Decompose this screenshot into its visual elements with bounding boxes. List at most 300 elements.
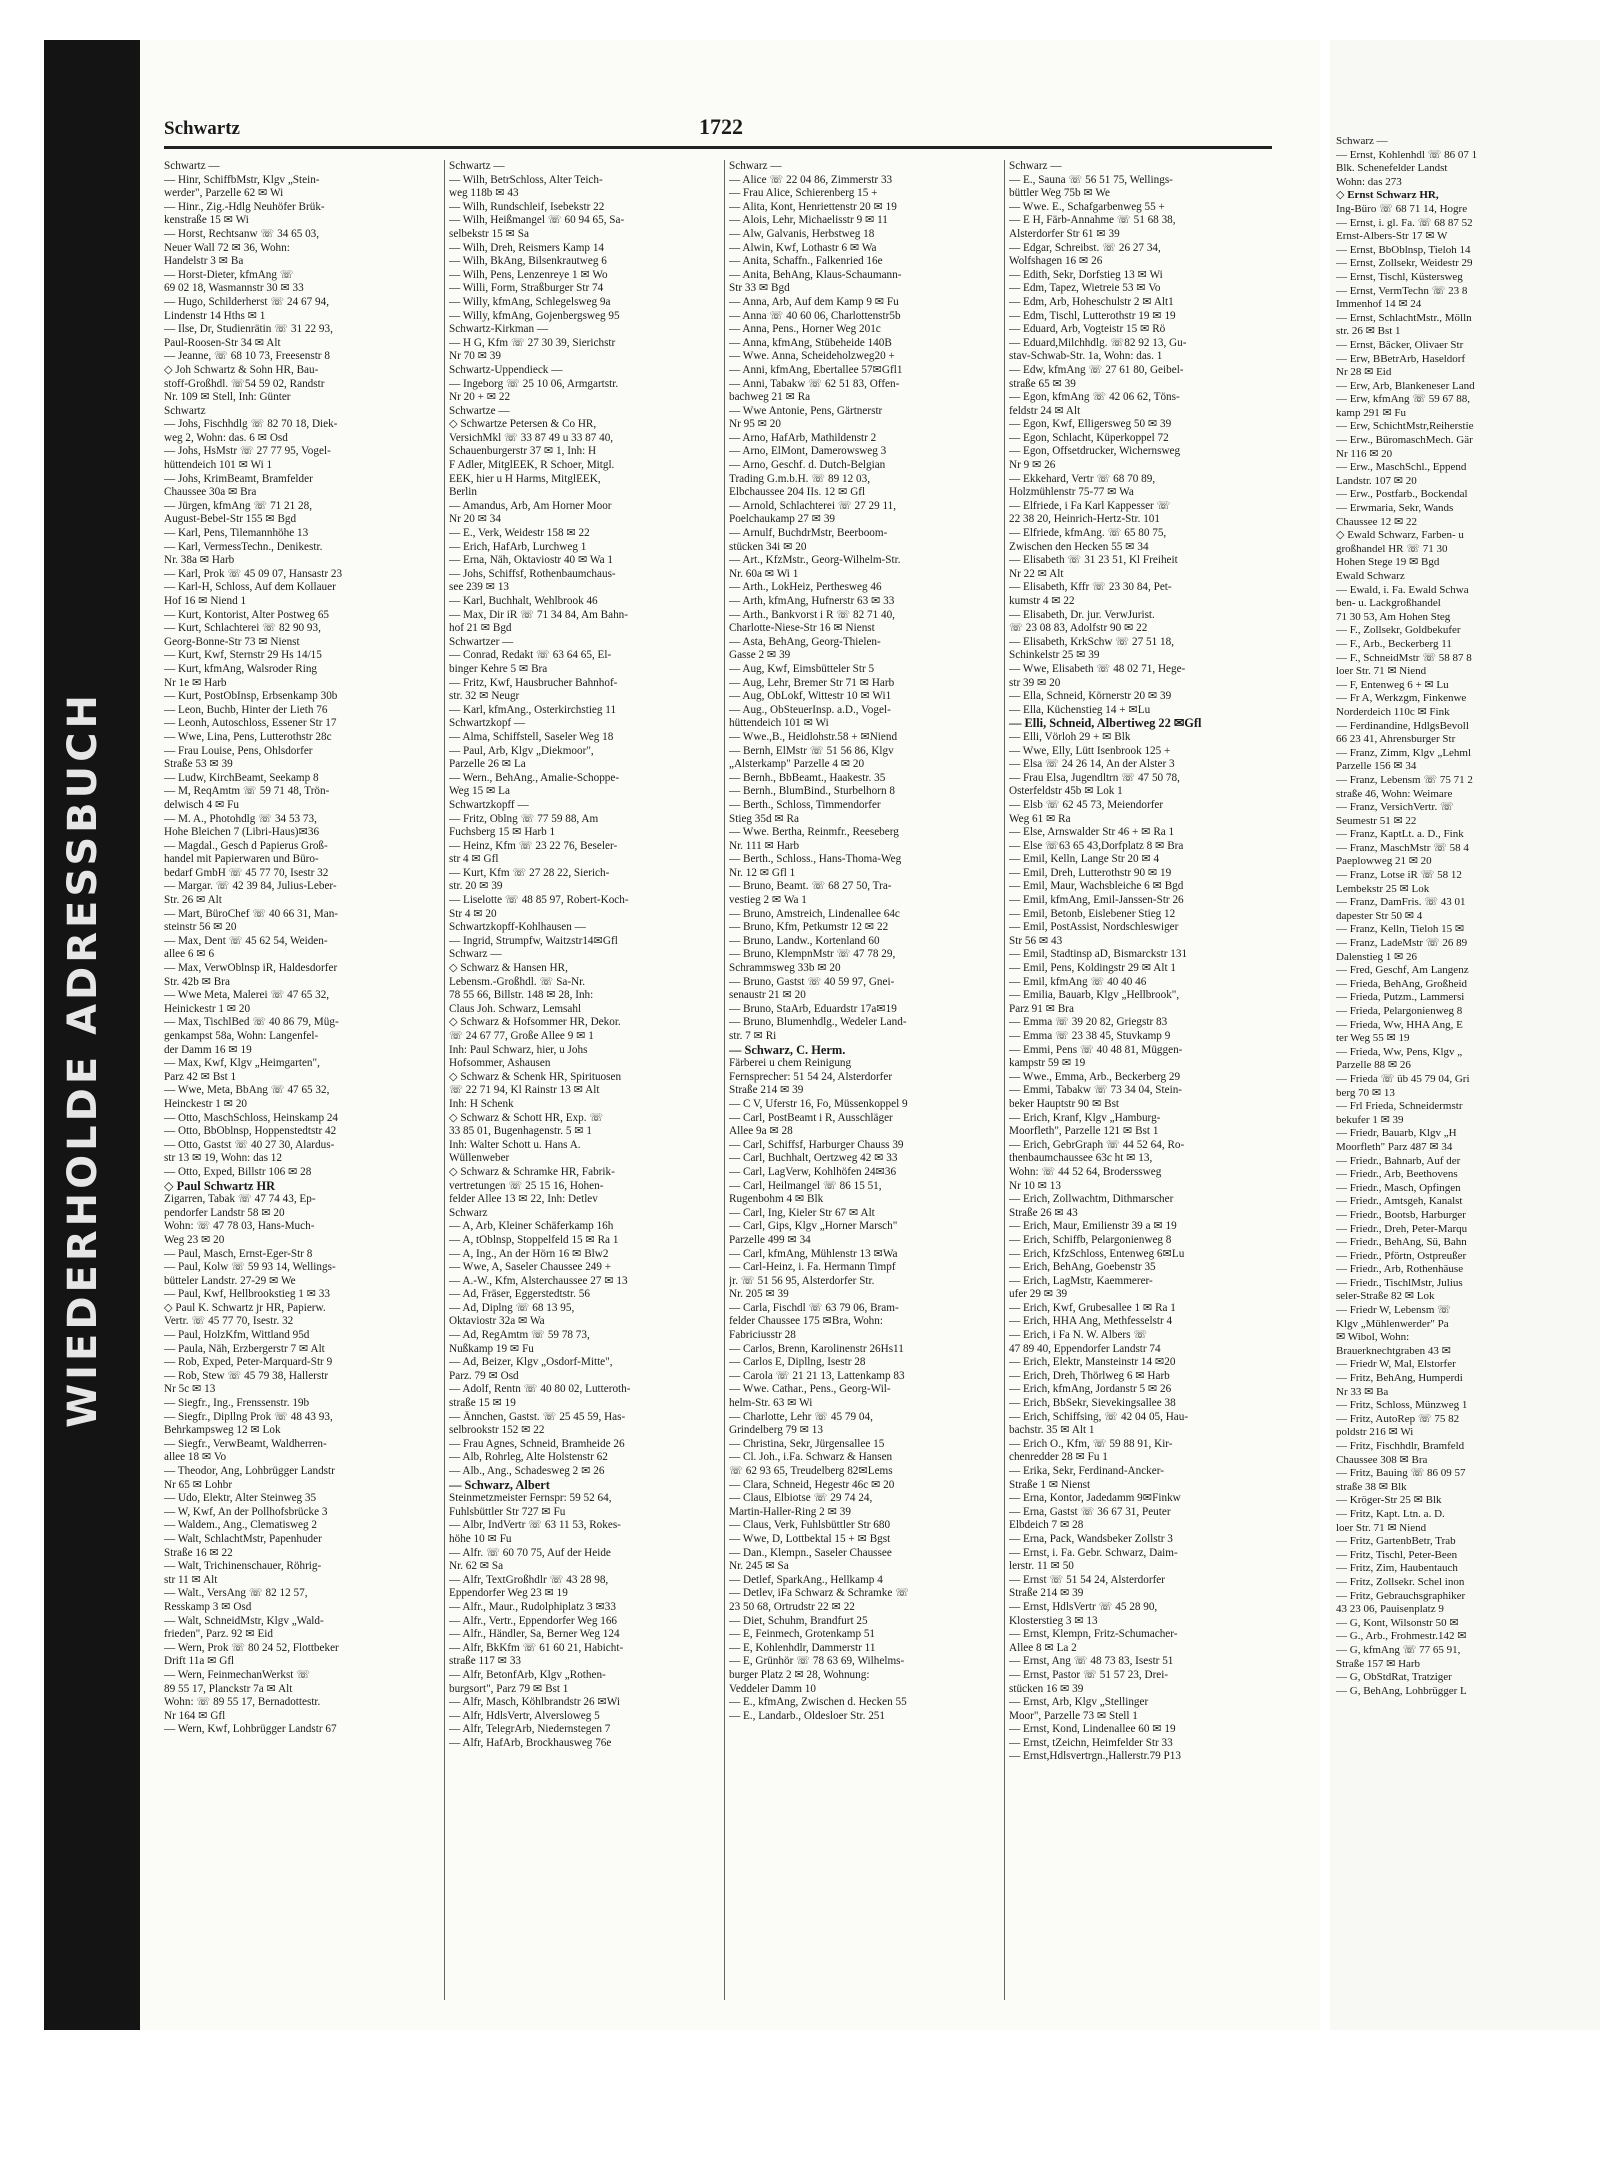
directory-entry: Nr 9 ✉ 26 [1009, 459, 1056, 472]
directory-entry: Dalenstieg 1 ✉ 26 [1336, 950, 1418, 963]
directory-entry: „Alsterkamp" Parzelle 4 ✉ 20 [729, 758, 865, 771]
directory-entry: — Erich, GebrGraph ☏ 44 52 64, Ro- [1009, 1138, 1185, 1151]
directory-entry: — A, Ing., An der Hörn 16 ✉ Blw2 [449, 1247, 609, 1260]
directory-entry: Behrkampsweg 12 ✉ Lok [164, 1424, 281, 1437]
directory-entry: — Karl, Buchhalt, Wehlbrook 46 [449, 595, 598, 607]
directory-entry: Hohen Stege 19 ✉ Bgd [1336, 556, 1440, 569]
directory-entry: — Erich, HHA Ang, Methfesselstr 4 [1009, 1315, 1173, 1328]
directory-entry: — Ernst, i. gl. Fa. ☏ 68 87 52 [1336, 216, 1473, 229]
directory-entry: Chaussee 12 ✉ 22 [1336, 515, 1418, 528]
directory-entry: — Erich, kfmAng, Jordanstr 5 ✉ 26 [1009, 1383, 1172, 1396]
directory-entry: — Cl. Joh., i.Fa. Schwarz & Hansen [729, 1451, 893, 1464]
directory-entry: — Erich, HafArb, Lurchweg 1 [449, 540, 587, 553]
directory-entry: — Kurt, Kfm ☏ 27 28 22, Sierich- [449, 866, 610, 879]
directory-entry: — Margar. ☏ 42 39 84, Julius-Leber- [164, 880, 337, 893]
directory-entry: ◇ Schwartze Petersen & Co HR, [449, 418, 597, 431]
directory-entry: — Friedr., Arb, Beethovens [1336, 1168, 1458, 1181]
directory-entry: — Wilh, Rundschleif, Isebekstr 22 [449, 200, 605, 213]
directory-entry: — Aug, Lehr, Bremer Str 71 ✉ Harb [729, 676, 895, 689]
directory-entry: Heinickestr 1 ✉ 20 [164, 1002, 251, 1015]
directory-entry: Nr 33 ✉ Ba [1336, 1385, 1389, 1398]
directory-entry: Schwarz — [729, 160, 782, 172]
directory-entry: — Emma ☏ 23 38 45, Stuvkamp 9 [1009, 1030, 1171, 1042]
directory-entry: Nr. 12 ✉ Gfl 1 [729, 866, 796, 879]
directory-entry: Weg 15 ✉ La [449, 785, 510, 798]
directory-entry: Elbchaussee 204 IIs. 12 ✉ Gfl [729, 486, 866, 499]
directory-entry: — Walt., VersAng ☏ 82 12 57, [164, 1587, 308, 1600]
directory-entry: dapester Str 50 ✉ 4 [1336, 909, 1423, 922]
facing-page [1330, 40, 1600, 2030]
directory-entry: Elbdeich 7 ✉ 28 [1009, 1519, 1084, 1532]
directory-entry: — Ewald, i. Fa. Ewald Schwa [1336, 583, 1469, 596]
directory-entry: — Erw., Postfarb., Bockendal [1336, 488, 1468, 501]
directory-entry: — Fritz, AutoRep ☏ 75 82 [1336, 1412, 1460, 1425]
directory-entry: — Erich, Zollwachtm, Dithmarscher [1009, 1193, 1174, 1206]
directory-entry: Grindelberg 79 ✉ 13 [729, 1424, 823, 1437]
directory-entry: — Aug, Kwf, Eimsbütteler Str 5 [729, 662, 875, 675]
directory-entry: Parzelle 26 ✉ La [449, 758, 526, 771]
directory-entry: loer Str. 71 ✉ Niend [1336, 1521, 1427, 1534]
directory-entry: — Wwe. Anna, Scheideholzweg20 + [729, 350, 895, 363]
directory-entry: — Anita, BehAng, Klaus-Schaumann- [729, 268, 902, 281]
directory-entry: — Johs, HsMstr ☏ 27 77 95, Vogel- [164, 445, 331, 458]
directory-entry: Straße 214 ✉ 39 [729, 1084, 804, 1097]
directory-entry: — G., Arb., Frohmestr.142 ✉ [1336, 1630, 1467, 1643]
directory-entry: Nr 116 ✉ 20 [1336, 447, 1393, 460]
page-number: 1722 [699, 114, 743, 139]
directory-entry: Trading G.m.b.H. ☏ 89 12 03, [729, 472, 870, 485]
directory-entry: — Elisabeth, Kffr ☏ 23 30 84, Pet- [1009, 581, 1172, 594]
directory-entry: Stieg 35d ✉ Ra [729, 812, 799, 825]
directory-entry: — Theodor, Ang, Lohbrügger Landstr [164, 1465, 335, 1477]
directory-entry: Wohn: ☏ 47 78 03, Hans-Much- [164, 1220, 315, 1233]
directory-entry: — Claus, Elbiotse ☏ 29 74 24, [729, 1492, 873, 1505]
directory-entry: — F., SchneidMstr ☏ 58 87 8 [1336, 651, 1472, 664]
directory-entry: — Friedr., Masch, Opfingen [1336, 1181, 1461, 1194]
directory-entry: F Adler, MitglEEK, R Schoer, Mitgl. [449, 459, 615, 472]
directory-entry: Schwarz — [1009, 160, 1062, 172]
directory-entry: bachweg 21 ✉ Ra [729, 391, 811, 404]
directory-entry: vertretungen ☏ 25 15 16, Hohen- [449, 1179, 604, 1192]
directory-entry: — Horst, Rechtsanw ☏ 34 65 03, [164, 227, 320, 240]
directory-entry: Ing-Büro ☏ 68 71 14, Hogre [1336, 202, 1468, 215]
directory-entry: burgsort", Parz 79 ✉ Bst 1 [449, 1682, 569, 1695]
directory-entry: felder Chaussee 175 ✉Bra, Wohn: [729, 1315, 883, 1328]
directory-entry: — G, kfmAng ☏ 77 65 91, [1336, 1643, 1461, 1656]
directory-entry: Ernst-Albers-Str 17 ✉ W [1336, 230, 1448, 243]
directory-entry: Georg-Bonne-Str 73 ✉ Nienst [164, 635, 300, 648]
directory-entry: — Wwe, Lina, Pens, Lutterothstr 28c [164, 730, 332, 743]
directory-entry: — Frau Elsa, Jugendltrn ☏ 47 50 78, [1009, 771, 1180, 784]
directory-entry: Steinmetzmeister Fernspr: 59 52 64, [449, 1492, 612, 1505]
directory-entry: Nr 5c ✉ 13 [164, 1383, 216, 1396]
directory-entry: Parzelle 156 ✉ 34 [1336, 760, 1417, 773]
directory-entry: Nr 95 ✉ 20 [729, 418, 781, 431]
directory-entry: hof 21 ✉ Bgd [449, 622, 512, 635]
directory-entry: helm-Str. 63 ✉ Wi [729, 1397, 813, 1410]
column-2 [444, 160, 717, 2000]
directory-entry: burger Platz 2 ✉ 28, Wohnung: [729, 1668, 870, 1681]
directory-entry: Nr. 60a ✉ Wi 1 [729, 567, 799, 580]
directory-entry: — Frieda, Ww, Pens, Klgv „ [1336, 1045, 1463, 1058]
directory-entry: — Karl, kfmAng., Osterkirchstieg 11 [449, 703, 617, 716]
directory-entry: Nr 1e ✉ Harb [164, 676, 227, 689]
directory-entry: — Else ☏63 65 43,Dorfplatz 8 ✉ Bra [1009, 839, 1184, 852]
directory-entry: — Ernst, i. Fa. Gebr. Schwarz, Daim- [1009, 1546, 1178, 1559]
directory-entry: — Ingeborg ☏ 25 10 06, Armgartstr. [449, 377, 619, 390]
directory-entry: — Paul, Masch, Ernst-Eger-Str 8 [164, 1247, 313, 1260]
directory-entry: Parzelle 499 ✉ 34 [729, 1233, 811, 1246]
directory-entry: — Kurt, Kontorist, Alter Postweg 65 [164, 608, 330, 621]
directory-entry: — Egon, kfmAng ☏ 42 06 62, Töns- [1009, 391, 1180, 404]
directory-entry: höhe 10 ✉ Fu [449, 1532, 512, 1545]
directory-entry: bekufer 1 ✉ 39 [1336, 1113, 1404, 1126]
directory-entry: — Alb, Rohrleg, Alte Holstenstr 62 [449, 1451, 608, 1464]
directory-entry: Heinckestr 1 ✉ 20 [164, 1097, 248, 1110]
directory-entry: weg 2, Wohn: das. 6 ✉ Osd [164, 431, 288, 444]
directory-entry: Schwartz [164, 404, 206, 417]
directory-entry: — Frieda, Pelargonienweg 8 [1336, 1005, 1463, 1017]
directory-entry: Straße 26 ✉ 43 [1009, 1206, 1078, 1219]
directory-entry: str. 20 ✉ 39 [449, 880, 503, 893]
directory-entry: weg 118b ✉ 43 [449, 187, 519, 200]
directory-entry: — Elisabeth, Dr. jur. VerwJurist. [1009, 608, 1155, 621]
directory-entry: — Wern, Kwf, Lohbrügger Landstr 67 [164, 1723, 337, 1736]
directory-entry: ✉ Wibol, Wohn: [1336, 1331, 1410, 1344]
directory-entry: — Arno, ElMont, Damerowsweg 3 [729, 445, 887, 458]
directory-entry: Nr 22 ✉ Alt [1009, 567, 1064, 580]
directory-entry: — Fritz, Zollsekr. Schel inon [1336, 1575, 1465, 1588]
directory-entry: — Conrad, Redakt ☏ 63 64 65, El- [449, 649, 612, 662]
directory-entry: ◇ Schwarz & Hansen HR, [449, 962, 568, 975]
directory-entry: kamp 291 ✉ Fu [1336, 406, 1407, 419]
directory-entry: — Aug, ObLokf, Wittestr 10 ✉ Wi1 [729, 690, 892, 703]
directory-entry: — Wwe, Elly, Lütt Isenbrook 125 + [1009, 744, 1171, 757]
directory-entry: Chaussee 308 ✉ Bra [1336, 1453, 1428, 1466]
directory-entry: Allee 8 ✉ La 2 [1009, 1641, 1077, 1654]
directory-entry: — F., Arb., Beckerberg 11 [1336, 637, 1452, 650]
directory-entry: — Emil, Betonb, Eislebener Stieg 12 [1009, 907, 1176, 920]
directory-entry: — Elisabeth ☏ 31 23 51, Kl Freiheit [1009, 554, 1178, 567]
directory-entry: Schwartz — [164, 160, 220, 172]
directory-entry: str 4 ✉ Gfl [449, 853, 499, 866]
directory-entry: 47 89 40, Eppendorfer Landstr 74 [1009, 1342, 1161, 1355]
directory-entry: — Bruno, Kfm, Petkumstr 12 ✉ 22 [729, 921, 889, 934]
directory-entry: Ewald Schwarz [1336, 570, 1405, 582]
directory-entry: str. 32 ✉ Neugr [449, 690, 520, 703]
directory-entry: Zigarren, Tabak ☏ 47 74 43, Ep- [164, 1193, 316, 1206]
directory-entry: — Wern, FeinmechanWerkst ☏ [164, 1668, 311, 1681]
directory-entry: Moorfleth" Parz 487 ✉ 34 [1336, 1140, 1453, 1153]
directory-entry: Schwartze — [449, 404, 510, 417]
directory-entry: Berlin [449, 486, 477, 499]
column-4 [1004, 160, 1277, 2000]
directory-entry: — Kurt, Kwf, Sternstr 29 Hs 14/15 [164, 649, 322, 662]
directory-entry: — Carl, Ing, Kieler Str 67 ✉ Alt [729, 1206, 875, 1219]
directory-entry: kampstr 59 ✉ 19 [1009, 1057, 1086, 1070]
directory-entry: — Ludw, KirchBeamt, Seekamp 8 [164, 771, 319, 784]
directory-entry: Seumestr 51 ✉ 22 [1336, 814, 1417, 827]
directory-entry: — Wwe Antonie, Pens, Gärtnerstr [729, 404, 883, 417]
directory-entry: Fuchsberg 15 ✉ Harb 1 [449, 826, 556, 839]
directory-entry: Blk. Schenefelder Landst [1336, 162, 1448, 175]
directory-entry: — Ernst, Zollsekr, Weidestr 29 [1336, 257, 1473, 270]
directory-entry: — Carl, LagVerw, Kohlhöfen 24✉36 [729, 1165, 897, 1178]
directory-entry: — Karl-H, Schloss, Auf dem Kollauer [164, 581, 336, 594]
directory-entry: — Ernst, tZeichn, Heimfelder Str 33 [1009, 1736, 1173, 1749]
directory-entry: — Carl-Heinz, i. Fa. Hermann Timpf [729, 1261, 896, 1274]
directory-entry: Neuer Wall 72 ✉ 36, Wohn: [164, 241, 290, 254]
directory-entry: — Eduard, Arb, Vogteistr 15 ✉ Rö [1009, 323, 1166, 336]
directory-entry: ◇ Schwarz & Hofsommer HR, Dekor. [449, 1016, 621, 1029]
directory-entry: beker Hauptstr 90 ✉ Bst [1009, 1097, 1120, 1110]
directory-entry: Schauenburgerstr 37 ✉ 1, Inh: H [449, 445, 597, 458]
directory-entry: Schwarz [449, 1206, 488, 1219]
directory-entry: — Fritz, Kwf, Hausbrucher Bahnhof- [449, 676, 618, 689]
directory-entry: — Max, VerwOblnsp iR, Haldesdorfer [164, 962, 338, 975]
directory-entry: — Wwe. Bertha, Reinmfr., Reeseberg [729, 826, 899, 839]
directory-entry: — Anna, kfmAng, Stübeheide 140B [729, 336, 892, 349]
directory-entry: — Alita, Kont, Henriettenstr 20 ✉ 19 [729, 200, 897, 213]
directory-entry: — Edgar, Schreibst. ☏ 26 27 34, [1009, 241, 1161, 254]
directory-entry: — Else, Arnswalder Str 46 + ✉ Ra 1 [1009, 826, 1175, 839]
directory-entry: bedarf GmbH ☏ 45 77 70, Isestr 32 [164, 866, 329, 879]
directory-entry: — Edm, Tapez, Wietreie 53 ✉ Vo [1009, 282, 1161, 295]
directory-entry: — Paul, Kolw ☏ 59 93 14, Wellings- [164, 1261, 336, 1274]
directory-entry: — Paul, Kwf, Hellbrookstieg 1 ✉ 33 [164, 1288, 330, 1301]
directory-entry: — F, Entenweg 6 + ✉ Lu [1336, 678, 1449, 691]
directory-entry: — Hinr., Zig.-Hdlg Neuhöfer Brük- [164, 200, 325, 213]
directory-entry: Schwartz-Kirkman — [449, 323, 549, 336]
directory-entry: Charlotte-Niese-Str 16 ✉ Nienst [729, 622, 875, 635]
directory-entry: bachstr. 35 ✉ Alt 1 [1009, 1424, 1095, 1437]
directory-entry: — Bruno, Blumenhdlg., Wedeler Land- [729, 1016, 907, 1029]
directory-entry: August-Bebel-Str 155 ✉ Bgd [164, 513, 297, 526]
directory-entry: — Emmi, Pens ☏ 40 48 81, Müggen- [1009, 1043, 1183, 1056]
directory-entry: — Aug., ObSteuerInsp. a.D., Vogel- [729, 703, 891, 716]
directory-entry: — Carl, Buchhalt, Oertzweg 42 ✉ 33 [729, 1152, 898, 1165]
directory-entry: — Kurt, kfmAng, Walsroder Ring [164, 662, 318, 675]
column-3 [724, 160, 997, 2000]
directory-entry: — Erich, BbSekr, Sievekingsallee 38 [1009, 1397, 1176, 1410]
directory-entry: — Fred, Geschf, Am Langenz [1336, 964, 1469, 977]
directory-entry: — Fritz, Fischhdlr, Bramfeld [1336, 1440, 1465, 1452]
directory-entry: Nr 20 + ✉ 22 [449, 391, 511, 404]
directory-entry: feldstr 24 ✉ Alt [1009, 404, 1081, 417]
directory-entry: — Frieda, Putzm., Lammersi [1336, 991, 1465, 1004]
directory-entry: Oktaviostr 32a ✉ Wa [449, 1315, 545, 1328]
directory-entry: — Karl, Pens, Tilemannhöhe 13 [164, 527, 309, 540]
directory-entry: — Wilh, BkAng, Bilsenkrautweg 6 [449, 255, 607, 268]
directory-entry: — Hugo, Schilderherst ☏ 24 67 94, [164, 295, 330, 308]
directory-entry: — Karl, VermessTechn., Denikestr. [164, 540, 323, 553]
directory-entry: VersichMkl ☏ 33 87 49 u 33 87 40, [449, 431, 614, 444]
directory-entry: — Erich, Schiffsing, ☏ 42 04 05, Hau- [1009, 1410, 1189, 1423]
directory-entry: — Willy, kfmAng, Schlegelsweg 9a [449, 295, 611, 308]
directory-entry: Nr 28 ✉ Eid [1336, 366, 1392, 379]
directory-entry: — Johs, Schiffsf, Rothenbaumchaus- [449, 567, 616, 580]
directory-entry: — Wwe. E., Schafgarbenweg 55 + [1009, 200, 1165, 213]
directory-entry: — A, tOblnsp, Stoppelfeld 15 ✉ Ra 1 [449, 1233, 619, 1246]
directory-entry: — Carlos E, Dipllng, Isestr 28 [729, 1356, 866, 1369]
directory-entry: Landstr. 107 ✉ 20 [1336, 474, 1417, 487]
directory-entry: stoff-Großhdl. ☏54 59 02, Randstr [164, 377, 325, 390]
directory-entry: — Alfr., Händler, Sa, Berner Weg 124 [449, 1628, 620, 1641]
directory-entry: Str 56 ✉ 43 [1009, 934, 1063, 947]
directory-entry: — Carl, Schiffsf, Harburger Chauss 39 [729, 1138, 904, 1151]
directory-entry: — Erich, Schiffb, Pelargonienweg 8 [1009, 1233, 1172, 1246]
directory-entry: allee 6 ✉ 6 [164, 948, 215, 961]
directory-page [140, 40, 1320, 2030]
directory-entry: — Otto, Exped, Billstr 106 ✉ 28 [164, 1165, 312, 1178]
directory-entry: — Fritz, Schloss, Münzweg 1 [1336, 1399, 1468, 1412]
directory-entry: ☏ 22 71 94, Kl Rainstr 13 ✉ Alt [449, 1084, 600, 1097]
directory-entry: — Friedr., TischlMstr, Julius [1336, 1276, 1463, 1289]
directory-entry: — Erw, BBetrArb, Haseldorf [1336, 352, 1466, 365]
directory-entry: Schwartz — [449, 160, 505, 172]
directory-entry: — Friedr W, Mal, Elstorfer [1336, 1358, 1456, 1371]
directory-entry: — Walt, Trichinenschauer, Röhrig- [164, 1560, 322, 1573]
directory-entry: — Erich, Kranf, Klgv „Hamburg- [1009, 1111, 1161, 1124]
directory-entry: — Erw, kfmAng ☏ 59 67 88, [1336, 393, 1471, 406]
directory-entry: — Franz, MaschMstr ☏ 58 4 [1336, 841, 1469, 854]
directory-entry: — Arth., LokHeiz, Perthesweg 46 [729, 581, 882, 594]
directory-entry: — Berth., Schloss, Timmendorfer [729, 798, 881, 811]
directory-entry: — Erw, Arb, Blankeneser Land [1336, 379, 1475, 392]
directory-entry: — Ella, Küchenstieg 14 + ✉Lu [1009, 703, 1151, 716]
directory-entry: — Albr, IndVertr ☏ 63 11 53, Rokes- [449, 1519, 621, 1532]
directory-entry: — Emil, Kelln, Lange Str 20 ✉ 4 [1009, 853, 1160, 866]
directory-entry: — Ad, Fräser, Eggerstedtstr. 56 [449, 1288, 590, 1301]
directory-entry: — Carola ☏ 21 21 13, Lattenkamp 83 [729, 1369, 905, 1382]
directory-entry: Schwartzkopff-Kohlhausen — [449, 921, 586, 934]
directory-entry: Schwartzkopf — [449, 717, 526, 730]
directory-entry: 69 02 18, Wasmannstr 30 ✉ 33 [164, 282, 304, 295]
directory-entry: str 11 ✉ Alt [164, 1573, 218, 1586]
directory-entry: — Edith, Sekr, Dorfstieg 13 ✉ Wi [1009, 268, 1163, 281]
directory-entry: — E., Sauna ☏ 56 51 75, Wellings- [1009, 173, 1173, 186]
directory-entry: — Erna, Näh, Oktaviostr 40 ✉ Wa 1 [449, 554, 613, 567]
directory-entry: — Erich, KfzSchloss, Entenweg 6✉Lu [1009, 1247, 1185, 1260]
directory-entry: straße 117 ✉ 33 [449, 1655, 522, 1668]
directory-entry: — Schwarz, C. Herm. [729, 1043, 846, 1057]
directory-entry: — Leonh, Autoschloss, Essener Str 17 [164, 717, 337, 730]
directory-entry: Str. 42b ✉ Bra [164, 975, 230, 988]
directory-entry: — Paula, Näh, Erzbergerstr 7 ✉ Alt [164, 1342, 325, 1355]
directory-entry: — Wern, Prok ☏ 80 24 52, Flottbeker [164, 1641, 339, 1654]
directory-entry: Weg 23 ✉ 20 [164, 1233, 225, 1246]
directory-entry: jr. ☏ 51 56 95, Alsterdorfer Str. [729, 1274, 875, 1287]
directory-entry: — Arno, HafArb, Mathildenstr 2 [729, 431, 877, 444]
directory-entry: — Ad, RegAmtm ☏ 59 78 73, [449, 1329, 590, 1342]
directory-entry: see 239 ✉ 13 [449, 581, 510, 594]
directory-entry: — Emil, kfmAng ☏ 40 40 46 [1009, 975, 1147, 988]
directory-entry: — Erna, Kontor, Jadedamm 9✉Finkw [1009, 1492, 1181, 1505]
directory-entry: ◇ Ewald Schwarz, Farben- u [1336, 529, 1464, 542]
directory-entry: — Dan., Klempn., Saseler Chaussee [729, 1546, 892, 1559]
directory-entry: Fuhlsbüttler Str 727 ✉ Fu [449, 1505, 566, 1518]
directory-entry: 71 30 53, Am Hohen Steg [1336, 610, 1451, 623]
directory-entry: — Erich, BehAng, Goebenstr 35 [1009, 1261, 1156, 1274]
directory-entry: — Wwe, Meta, BbAng ☏ 47 65 32, [164, 1084, 330, 1097]
directory-entry: Hofsommer, Ashausen [449, 1057, 551, 1070]
directory-entry: — Emil, Dreh, Lutterothstr 90 ✉ 19 [1009, 866, 1172, 879]
directory-entry: Lindenstr 14 Hths ✉ 1 [164, 309, 266, 322]
directory-entry: ☏ 23 08 83, Adolfstr 90 ✉ 22 [1009, 622, 1148, 635]
directory-entry: handel mit Papierwaren und Büro- [164, 853, 319, 866]
directory-entry: — Fr A, Werkzgm, Finkenwe [1336, 692, 1467, 705]
directory-entry: — Frl Frieda, Schneidermstr [1336, 1100, 1463, 1113]
directory-entry: Färberei u chem Reinigung [729, 1057, 852, 1070]
directory-entry: — Emilia, Bauarb, Klgv „Hellbrook", [1009, 989, 1180, 1002]
directory-entry: Schwartzkopff — [449, 798, 529, 811]
directory-entry: — Frieda ☏ üb 45 79 04, Gri [1336, 1072, 1470, 1085]
directory-entry: Alsterdorfer Str 61 ✉ 39 [1009, 227, 1120, 240]
directory-entry: Lembekstr 25 ✉ Lok [1336, 882, 1430, 895]
directory-entry: Str. 26 ✉ Alt [164, 894, 222, 907]
directory-entry: — Ernst, Arb, Klgv „Stellinger [1009, 1696, 1149, 1709]
directory-entry: — Frieda, BehAng, Großheid [1336, 977, 1468, 990]
directory-entry: bütteler Landstr. 27-29 ✉ We [164, 1274, 296, 1287]
directory-entry: 43 23 06, Pauisenplatz 9 [1336, 1603, 1444, 1616]
directory-entry: delwisch 4 ✉ Fu [164, 798, 239, 811]
directory-entry: stav-Schwab-Str. 1a, Wohn: das. 1 [1009, 350, 1163, 363]
directory-entry: — Elli, Vörloh 29 + ✉ Blk [1009, 730, 1131, 743]
directory-entry: — Emmi, Tabakw ☏ 73 34 04, Stein- [1009, 1084, 1183, 1097]
directory-entry: — Bruno, Amstreich, Lindenallee 64c [729, 907, 900, 920]
directory-entry: — Schwarz, Albert [449, 1478, 550, 1492]
directory-entry: Str 4 ✉ 20 [449, 907, 497, 920]
directory-entry: str 39 ✉ 20 [1009, 676, 1061, 689]
directory-entry: — Ingrid, Strumpfw, Waitzstr14✉Gfl [449, 934, 618, 947]
directory-entry: — Clara, Schneid, Hegestr 46c ✉ 20 [729, 1478, 895, 1491]
directory-entry: — Rob, Exped, Peter-Marquard-Str 9 [164, 1356, 333, 1369]
directory-entry: pendorfer Landstr 58 ✉ 20 [164, 1206, 285, 1219]
directory-entry: — Arnulf, BuchdrMstr, Beerboom- [729, 527, 888, 540]
directory-entry: — Ernst, Kohlenhdl ☏ 86 07 1 [1336, 148, 1478, 161]
directory-entry: Paeplowweg 21 ✉ 20 [1336, 855, 1432, 868]
directory-entry: — Erw., BüromaschMech. Gär [1336, 434, 1473, 447]
directory-entry: — Ernst, Pastor ☏ 51 57 23, Drei- [1009, 1668, 1169, 1681]
directory-entry: — Fritz, Tischl, Peter-Been [1336, 1548, 1458, 1561]
directory-entry: — Anna, Arb, Auf dem Kamp 9 ✉ Fu [729, 295, 899, 308]
directory-entry: straße 38 ✉ Blk [1336, 1480, 1407, 1493]
directory-entry: — Friedr., BehAng, Sü, Bahn [1336, 1236, 1467, 1249]
directory-entry: — Hinr, SchiffbMstr, Klgv „Stein- [164, 173, 320, 186]
directory-entry: Str 33 ✉ Bgd [729, 282, 790, 295]
directory-entry: loer Str. 71 ✉ Niend [1336, 665, 1427, 678]
directory-entry: Wüllenweber [449, 1152, 510, 1165]
directory-entry: — Alois, Lehr, Michaelisstr 9 ✉ 11 [729, 214, 888, 227]
directory-entry: Nr 20 ✉ 34 [449, 513, 501, 526]
directory-entry: — Bernh, ElMstr ☏ 51 56 86, Klgv [729, 744, 894, 757]
directory-entry: — Carl, kfmAng, Mühlenstr 13 ✉Wa [729, 1247, 898, 1260]
directory-entry: — Leon, Buchb, Hinter der Lieth 76 [164, 703, 328, 716]
directory-entry: — Claus, Verk, Fuhlsbüttler Str 680 [729, 1519, 891, 1532]
directory-entry: — G, ObStdRat, Tratziger [1336, 1671, 1452, 1684]
directory-entry: — Ernst, Ang ☏ 48 73 83, Isestr 51 [1009, 1655, 1174, 1668]
directory-entry: Rugenbohm 4 ✉ Blk [729, 1193, 824, 1206]
directory-entry: Vertr. ☏ 45 77 70, Isestr. 32 [164, 1315, 294, 1328]
directory-entry: — Ella, Schneid, Körnerstr 20 ✉ 39 [1009, 690, 1172, 703]
directory-entry: — Ännchen, Gastst. ☏ 25 45 59, Has- [449, 1410, 626, 1423]
directory-entry: — Alfr, BetonfArb, Klgv „Rothen- [449, 1668, 606, 1681]
directory-entry: Fernsprecher: 51 54 24, Alsterdorfer [729, 1070, 893, 1083]
directory-entry: — Alfr, Masch, Köhlbrandstr 26 ✉Wi [449, 1696, 620, 1709]
directory-entry: — Arth, kfmAng, Hufnerstr 63 ✉ 33 [729, 595, 895, 607]
directory-entry: — E., Landarb., Oldesloer Str. 251 [729, 1709, 885, 1722]
directory-entry: — Fritz, GartenbBetr, Trab [1336, 1535, 1456, 1548]
